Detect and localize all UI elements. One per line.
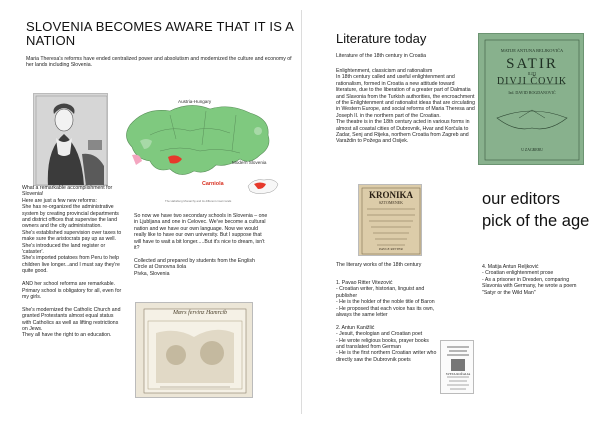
satir-title: SATIR xyxy=(506,56,558,72)
left-column-text: What a remarkable accomplishment for Slovenia! Here are just a few new reforms: She has re-organized the administrative system by creating provincial departments and district offices that supervise the land owners and the city administration. She's established supervision over taxes to make sure the aristocrats pay up as well. She's introduced the land register or 'cataster'. She's imported potatoes from Peru to help children live longer...and I must say they're quite good. AND her school reforms are remarkable. Primary school is obligatory for all, even for my girls. She's modernized the Catholic Church and granted Protestants almost equal status with Catholics as well as lifting restrictions on Jews. They all have the right to an education. xyxy=(22,185,122,339)
satir-subtitle: DIVJI ČOVIK xyxy=(496,76,568,87)
kronika-line-1: SZTOMENEK xyxy=(378,200,404,205)
literary-works-list: 1. Pavao Ritter Vitezović - Croatian writer, historian, linguist and publisher - He is the holder of the noble title of Baron - He proposed that each voice has its own, always the same letter 2. Antun Kanižlić - Jesuit, theologian and Croatian poet - He wrote religious books, prayer books and translated from German - He is the first northern Croatian writer who directly saw the Dubrovnik poets xyxy=(336,280,437,363)
reljkovic-text: 4. Matija Antun Reljković - Croatian enlightenment prose - As a prisoner in Dresden, comparing Slavonia with Germany, he wrote a poem "Satyr or the Wild Man" xyxy=(482,264,577,296)
editors-pick-heading: our editors pick of the age xyxy=(482,190,590,230)
map-label-carniola: Carniola xyxy=(202,181,224,187)
satir-author: MATIJE ANTUNA RELJKOVIĆA xyxy=(500,48,564,53)
left-page-intro: Maria Theresa's reforms have ended centralized power and absolutism and modernized the culture and economy of her lands including Slovenia. xyxy=(26,56,292,69)
kronika-book-image xyxy=(358,184,422,256)
map-label-austria-hungary: Austria-Hungary xyxy=(178,99,212,104)
satir-subtitle-line: ILITI xyxy=(528,72,536,76)
satir-place: U ZAGREBU xyxy=(521,148,543,152)
literature-body: Enlightenment, classicism and rationalism In 18th century called and useful enlightenment and rationalism, formed in Croatia a new attitude toward literature, due to the liberation of a greater part of Dalmatia and Slavonia from the Turkish authorities, the encroachment of the Enlightenment and rationalist ideas that are circulating in Western Europe, and social reforms of Maria Theresa and Joseph II. in the northern part of the Croatian. The theatre is in the 18th century acted in various forms in almost all coastal cities of Dubrovnik, Hvar and Korčula to Zadar, Senj and Rijeka, northern Croatia from Zagreb and Varaždin to Požega and Osijek. xyxy=(336,68,475,145)
kronika-title: KRONIKA xyxy=(368,190,413,200)
satir-book-cover xyxy=(478,33,584,165)
book-image-caption: Mœrs fervinz Hamrcib xyxy=(172,310,228,316)
right-column-text: So now we have two secondary schools in Slovenia – one in Ljubljana and one in Celovec. We've become a cultural nation and we have our own language. Now we would really like to have our own university. But I suppose that will have to wait a bit longer.....But it's nice to dream, isn't it? Collected and prepared by students from the English Circle at Osnovna šola Pivka, Slovenia xyxy=(134,213,268,277)
page-divider xyxy=(301,10,302,414)
slovene-book-image xyxy=(135,302,253,398)
small-book-title: SVETA ROŽALIA xyxy=(445,372,471,376)
right-page-title: Literature today xyxy=(336,31,427,46)
modern-slovenia-map xyxy=(246,176,280,196)
literary-works-heading: The literary works of the 18th century xyxy=(336,262,422,268)
left-page-title: SLOVENIA BECOMES AWARE THAT IT IS A NATION xyxy=(26,19,294,48)
maria-theresa-portrait xyxy=(33,93,108,186)
small-book-image xyxy=(440,340,474,394)
map-label-modern-slovenia: Modern Slovenia xyxy=(232,160,267,165)
map-caption: The Habsburg Monarchy and its different crown lands xyxy=(165,199,232,203)
kronika-author: PAVLE RITTER xyxy=(379,247,403,251)
satir-edition: Izd. DAVID BOGDANOVIĆ xyxy=(508,90,556,95)
literature-subtitle: Literature of the 18th century in Croatia xyxy=(336,53,426,59)
